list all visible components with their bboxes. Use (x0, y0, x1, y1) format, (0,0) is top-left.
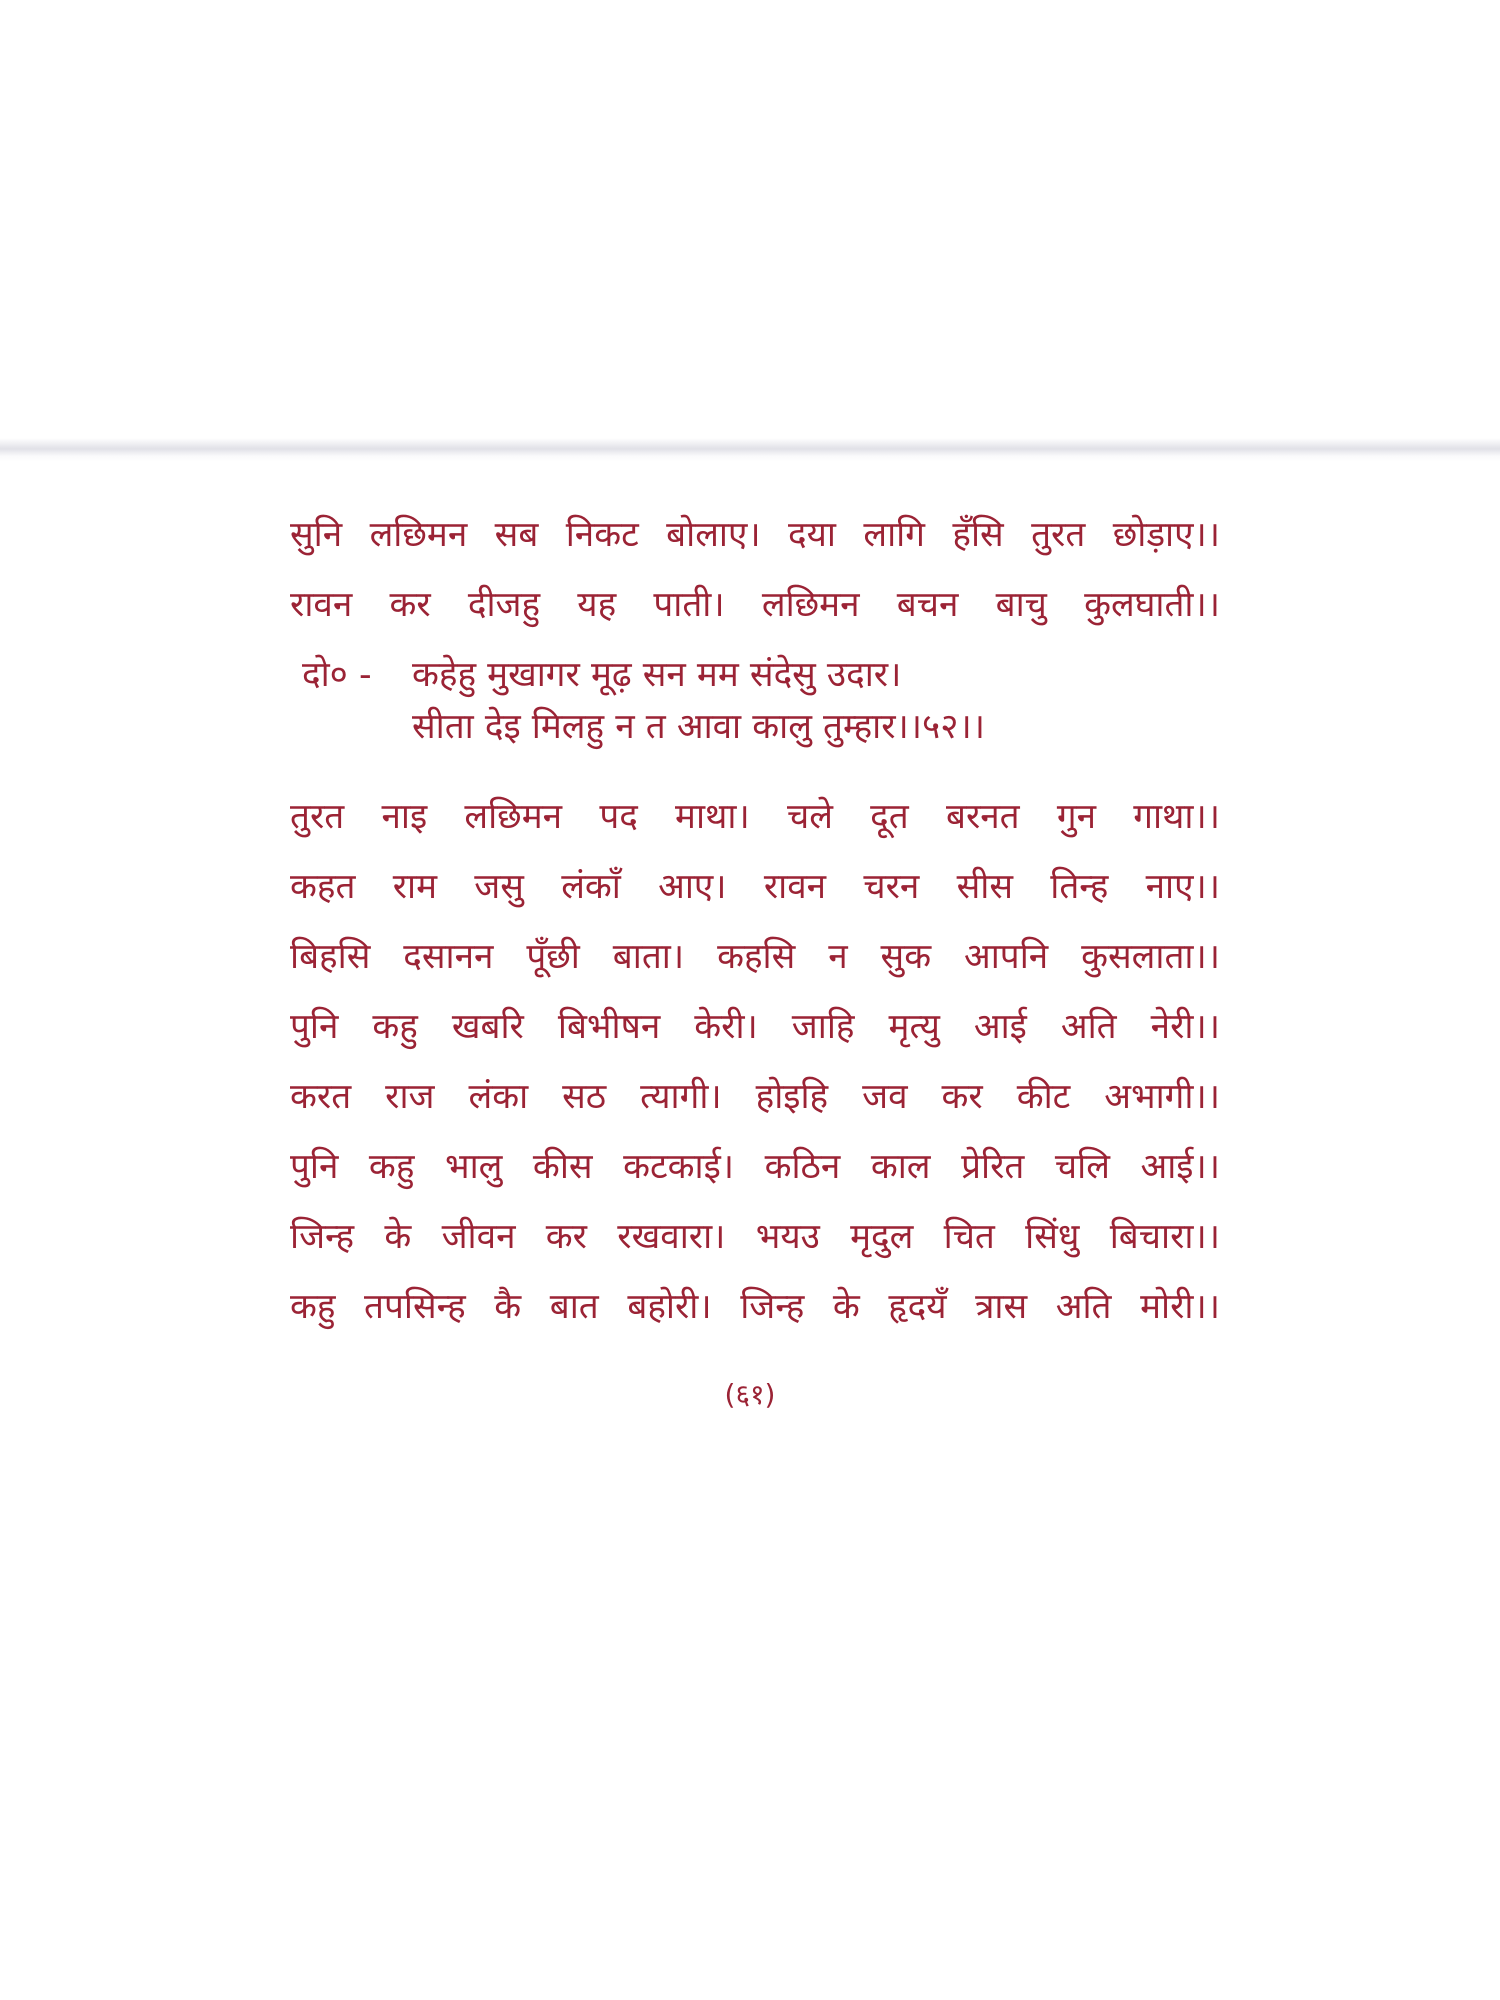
verse-line: पुनि कहु भालु कीस कटकाई। कठिन काल प्रेरित चलि आई।। (290, 1147, 1220, 1187)
verse-line: कहत राम जसु लंकाँ आए। रावन चरन सीस तिन्ह नाए।। (290, 867, 1220, 907)
doha (290, 642, 1220, 762)
verse-block (290, 500, 1220, 1342)
verse-line: करत राज लंका सठ त्यागी। होइहि जव कर कीट अभागी।। (290, 1077, 1220, 1117)
doha-label: दो० - (302, 655, 372, 695)
verse-line: कहु तपसिन्ह कै बात बहोरी। जिन्ह के हृदयँ त्रास अति मोरी।। (290, 1287, 1220, 1327)
verse-line: बिहसि दसानन पूँछी बाता। कहसि न सुक आपनि कुसलाता।। (290, 937, 1220, 977)
page-number: (६१) (724, 1378, 776, 1411)
verse-line: जिन्ह के जीवन कर रखवारा। भयउ मृदुल चित सिंधु बिचारा।। (290, 1217, 1220, 1257)
verse-line: तुरत नाइ लछिमन पद माथा। चले दूत बरनत गुन गाथा।। (290, 797, 1220, 837)
doha-line: कहेहु मुखागर मूढ़ सन मम संदेसु उदार। (412, 655, 902, 695)
page-fold-shadow (0, 438, 1500, 462)
verse-line: सुनि लछिमन सब निकट बोलाए। दया लागि हँसि तुरत छोड़ाए।। (290, 515, 1220, 555)
verse-line: रावन कर दीजहु यह पाती। लछिमन बचन बाचु कुलघाती।। (290, 585, 1220, 625)
doha-line: सीता देइ मिलहु न त आवा कालु तुम्हार।।५२।। (412, 707, 985, 747)
verse-line: पुनि कहु खबरि बिभीषन केरी। जाहि मृत्यु आई अति नेरी।। (290, 1007, 1220, 1047)
